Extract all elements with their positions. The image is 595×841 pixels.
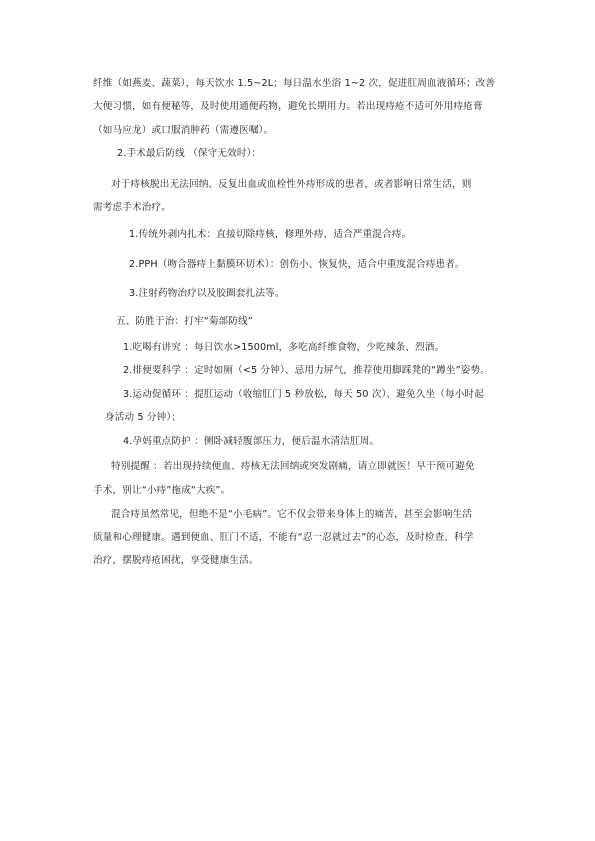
list-item: 2.PPH（吻合器痔上黏膜环切术）：创伤小、恢复快，适合中重度混合痔患者。 — [129, 259, 465, 270]
list-item: 3.注射药物治疗以及胶圈套扎法等。 — [129, 288, 285, 299]
list-item: 1.吃喝有讲究 ：每日饮水>1500ml，多吃高纤维食物，少吃辣条、烈酒。 — [123, 342, 445, 353]
paragraph-line: 对于痔核脱出无法回纳、反复出血或血栓性外痔形成的患者，或者影响日常生活，则 — [111, 179, 472, 190]
paragraph-line: （如马应龙）或口服消肿药（需遵医嘱）。 — [93, 125, 274, 136]
list-item: 身活动 5 分钟）； — [105, 412, 182, 423]
list-item: 1.传统外剥内扎术：直接切除痔核，修理外痔，适合严重混合痔。 — [129, 229, 412, 240]
list-item: 2.排便要科学 ：定时如厕（<5 分钟）、忌用力屏气，推荐使用脚踩凳的“蹲坐”姿势。 — [123, 365, 491, 376]
conclusion-paragraph: 治疗，摆脱痔疮困扰，享受健康生活。 — [93, 555, 259, 566]
warning-paragraph: 特别提醒 ：若出现持续便血、痔核无法回纳或突发剧痛，请立即就医！早干预可避免 — [111, 461, 475, 472]
warning-paragraph: 手术，别让“小痔”拖成“大疾”。 — [93, 485, 231, 496]
conclusion-paragraph: 质量和心理健康。遇到便血、肛门不适，不能有“忍一忍就过去”的心态，及时检查、科学 — [93, 532, 474, 543]
list-item: 4.孕妈重点防护 ：侧卧减轻腹部压力，便后温水清洁肛周。 — [123, 436, 380, 447]
paragraph-line: 大便习惯，如有便秘等，及时使用通便药物，避免长期用力。若出现痔疮不适可外用痔疮膏 — [93, 101, 483, 112]
conclusion-paragraph: 混合痔虽然常见，但绝不是“小毛病”。它不仅会带来身体上的痛苦，甚至会影响生活 — [111, 509, 473, 520]
section-heading: 2.手术最后防线 （保守无效时）： — [117, 148, 262, 159]
paragraph-line: 需考虑手术治疗。 — [93, 202, 171, 213]
section-heading: 五、防胜于治：打牢“菊部防线” — [116, 316, 253, 327]
paragraph-line: 纤维（如燕麦、蔬菜），每天饮水 1.5~2L；每日温水坐浴 1~2 次，促进肛周血液循环；改善 — [93, 78, 496, 89]
list-item: 3.运动促循环 ：提肛运动（收缩肛门 5 秒放松，每天 50 次）、避免久坐（每小时起 — [123, 389, 484, 400]
